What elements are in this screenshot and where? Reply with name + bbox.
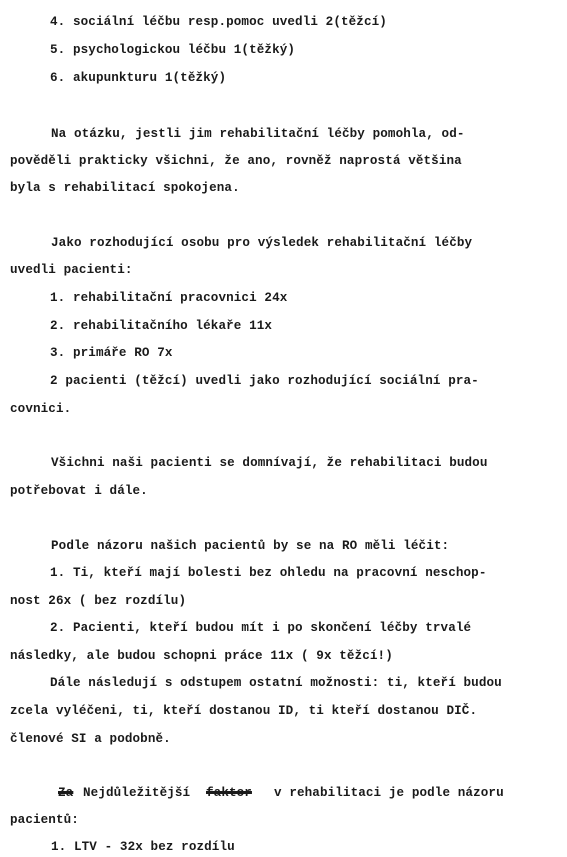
text-line: nost 26x ( bez rozdílu) — [10, 594, 187, 608]
text-line: 2. rehabilitačního lékaře 11x — [50, 319, 273, 333]
struck-word: Za — [58, 786, 74, 800]
text-line: 4. sociální léčbu resp.pomoc uvedli 2(těžcí) — [50, 15, 387, 29]
text-line: Na otázku, jestli jim rehabilitační léčby pomohla, od- — [51, 127, 465, 141]
text-line: covnici. — [10, 402, 72, 416]
text-line: v rehabilitaci je podle názoru — [274, 786, 504, 800]
text-line: Jako rozhodující osobu pro výsledek rehabilitační léčby — [51, 236, 473, 250]
text-line: pověděli prakticky všichni, že ano, rovněž naprostá většina — [10, 154, 462, 168]
text-line: 6. akupunkturu 1(těžký) — [50, 71, 227, 85]
text-line: 2. Pacienti, kteří budou mít i po skončení léčby trvalé — [50, 621, 472, 635]
text-line: Dále následují s odstupem ostatní možnosti: ti, kteří budou — [50, 676, 502, 690]
text-line: zcela vyléčeni, ti, kteří dostanou ID, ti kteří dostanou DIČ. — [10, 704, 478, 718]
text-line: 1. Ti, kteří mají bolesti bez ohledu na pracovní neschop- — [50, 566, 487, 580]
text-line: následky, ale budou schopni práce 11x ( 9x těžcí!) — [10, 649, 393, 663]
text-line: 3. primáře RO 7x — [50, 346, 173, 360]
text-line: Podle názoru našich pacientů by se na RO měli léčit: — [51, 539, 450, 553]
text-line: 1. rehabilitační pracovnici 24x — [50, 291, 288, 305]
text-line: pacientů: — [10, 813, 79, 827]
text-line: 1. LTV - 32x bez rozdílu — [51, 840, 235, 854]
text-line: členové SI a podobně. — [10, 732, 171, 746]
text-line: 2 pacienti (těžcí) uvedli jako rozhodující sociální pra- — [50, 374, 479, 388]
text-line: Nejdůležitější — [83, 786, 191, 800]
text-line: uvedli pacienti: — [10, 263, 133, 277]
text-line: potřebovat i dále. — [10, 484, 148, 498]
struck-word: faktor — [206, 786, 252, 800]
text-line: 5. psychologickou léčbu 1(těžký) — [50, 43, 296, 57]
text-line: Všichni naši pacienti se domnívají, že rehabilitaci budou — [51, 456, 488, 470]
text-line: byla s rehabilitací spokojena. — [10, 181, 240, 195]
